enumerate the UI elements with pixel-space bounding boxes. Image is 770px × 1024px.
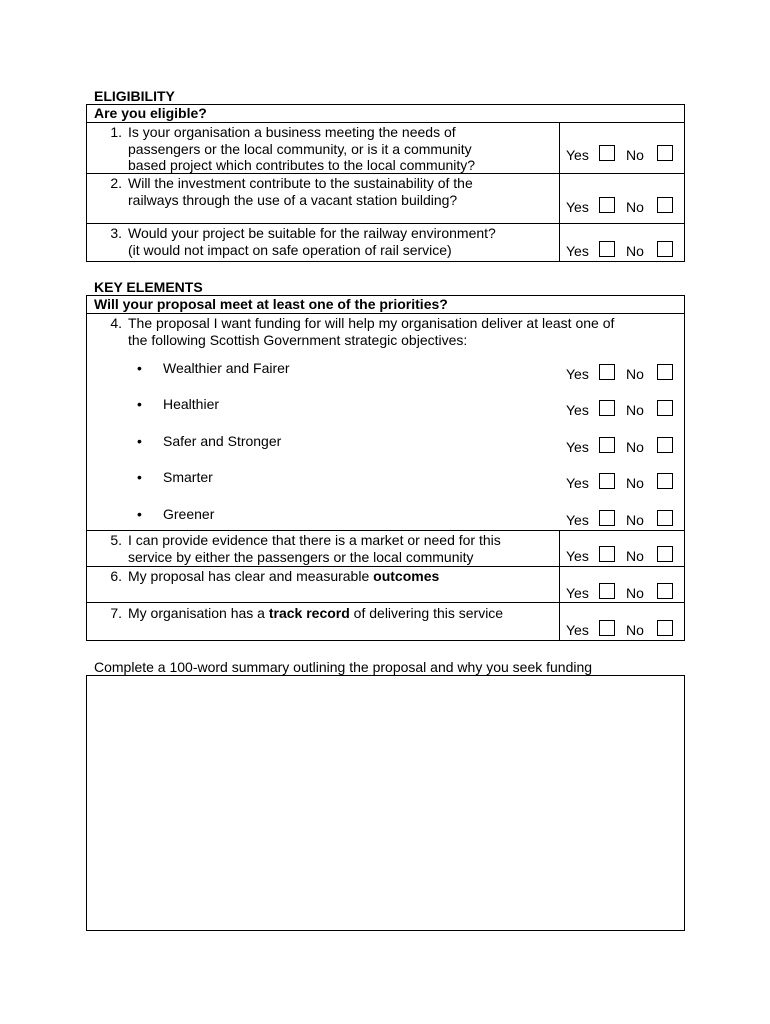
yes-checkbox[interactable] [599, 510, 615, 526]
yes-checkbox[interactable] [599, 364, 615, 380]
yes-no-options [566, 473, 686, 493]
yes-label: Yes [566, 366, 589, 382]
yes-no-options [566, 437, 686, 457]
bullet-icon: • [137, 433, 142, 449]
question-text [128, 315, 688, 348]
yes-label: Yes [566, 439, 589, 455]
no-checkbox[interactable] [657, 364, 673, 380]
no-checkbox[interactable] [657, 197, 673, 213]
yes-label: Yes [566, 402, 589, 418]
yes-label: Yes [566, 585, 589, 601]
no-checkbox[interactable] [657, 473, 673, 489]
no-label: No [626, 402, 644, 418]
objective-label: Wealthier and Fairer [163, 360, 290, 376]
no-checkbox[interactable] [657, 437, 673, 453]
yes-label: Yes [566, 243, 589, 259]
no-label: No [626, 548, 644, 564]
no-checkbox[interactable] [657, 620, 673, 636]
no-checkbox[interactable] [657, 510, 673, 526]
summary-textarea[interactable] [86, 675, 685, 931]
bullet-icon: • [137, 506, 142, 522]
text-line: Would your project be suitable for the railway environment? [128, 225, 496, 241]
key-elements-title: KEY ELEMENTS [94, 279, 203, 295]
objective-label: Greener [163, 506, 215, 522]
question-number: 1. [110, 124, 122, 140]
yes-label: Yes [566, 512, 589, 528]
yes-no-options [566, 145, 686, 165]
question-number: 4. [110, 315, 122, 331]
bullet-icon: • [137, 469, 142, 485]
divider [87, 223, 684, 224]
objective-label: Healthier [163, 396, 220, 412]
yes-no-options [566, 510, 686, 530]
emphasis-text: outcomes [373, 568, 440, 584]
no-label: No [626, 475, 644, 491]
yes-label: Yes [566, 147, 589, 163]
yes-label: Yes [566, 475, 589, 491]
key-elements-table [86, 295, 685, 641]
yes-checkbox[interactable] [599, 197, 615, 213]
yes-checkbox[interactable] [599, 546, 615, 562]
question-number: 6. [110, 568, 122, 584]
text-line: railways through the use of a vacant station building? [128, 191, 458, 208]
no-label: No [626, 147, 644, 163]
no-label: No [626, 199, 644, 215]
bullet-icon: • [137, 396, 142, 412]
yes-label: Yes [566, 548, 589, 564]
yes-label: Yes [566, 199, 589, 215]
yes-checkbox[interactable] [599, 241, 615, 257]
question-number: 3. [110, 225, 122, 241]
text-line: (it would not impact on safe operation of rail service) [128, 241, 452, 258]
text-segment: My proposal has clear and measurable [128, 568, 374, 584]
yes-checkbox[interactable] [599, 437, 615, 453]
text-line: based project which contributes to the local community? [128, 157, 476, 173]
summary-label: Complete a 100-word summary outlining the proposal and why you seek funding [94, 659, 593, 675]
eligibility-table [86, 104, 685, 262]
text-line: passengers or the local community, or is it a community [128, 140, 472, 157]
yes-checkbox[interactable] [599, 473, 615, 489]
eligibility-header: Are you eligible? [94, 105, 207, 121]
text-line: I can provide evidence that there is a market or need for this [128, 532, 501, 548]
question-number: 7. [110, 605, 122, 621]
yes-checkbox[interactable] [599, 145, 615, 161]
emphasis-text: track record [268, 605, 350, 621]
text-segment: of delivering this service [349, 605, 504, 621]
yes-no-options [566, 546, 686, 566]
no-checkbox[interactable] [657, 145, 673, 161]
objective-label: Safer and Stronger [163, 433, 282, 449]
divider [87, 313, 684, 314]
eligibility-title: ELIGIBILITY [94, 88, 175, 104]
no-label: No [626, 622, 644, 638]
no-label: No [626, 512, 644, 528]
no-label: No [626, 585, 644, 601]
text-line: Is your organisation a business meeting the needs of [128, 124, 456, 140]
no-label: No [626, 439, 644, 455]
yes-checkbox[interactable] [599, 400, 615, 416]
yes-no-options [566, 583, 686, 603]
no-checkbox[interactable] [657, 546, 673, 562]
yes-checkbox[interactable] [599, 620, 615, 636]
text-line: the following Scottish Government strategic objectives: [128, 331, 468, 348]
no-label: No [626, 366, 644, 382]
yes-no-options [566, 400, 686, 420]
yes-no-options [566, 197, 686, 217]
text-line: Will the investment contribute to the sustainability of the [128, 175, 473, 191]
yes-checkbox[interactable] [599, 583, 615, 599]
yes-label: Yes [566, 622, 589, 638]
text-segment: My organisation has a [128, 605, 269, 621]
bullet-icon: • [137, 360, 142, 376]
divider [87, 566, 684, 567]
question-number: 2. [110, 175, 122, 191]
text-line: The proposal I want funding for will help my organisation deliver at least one of [128, 315, 615, 331]
divider [87, 530, 684, 531]
no-checkbox[interactable] [657, 241, 673, 257]
yes-no-options [566, 241, 686, 261]
key-elements-header: Will your proposal meet at least one of the priorities? [94, 296, 448, 312]
objective-label: Smarter [163, 469, 213, 485]
question-number: 5. [110, 532, 122, 548]
yes-no-options [566, 364, 686, 384]
text-line: service by either the passengers or the local community [128, 548, 474, 565]
yes-no-options [566, 620, 686, 640]
divider [87, 122, 684, 123]
no-label: No [626, 243, 644, 259]
no-checkbox[interactable] [657, 400, 673, 416]
no-checkbox[interactable] [657, 583, 673, 599]
